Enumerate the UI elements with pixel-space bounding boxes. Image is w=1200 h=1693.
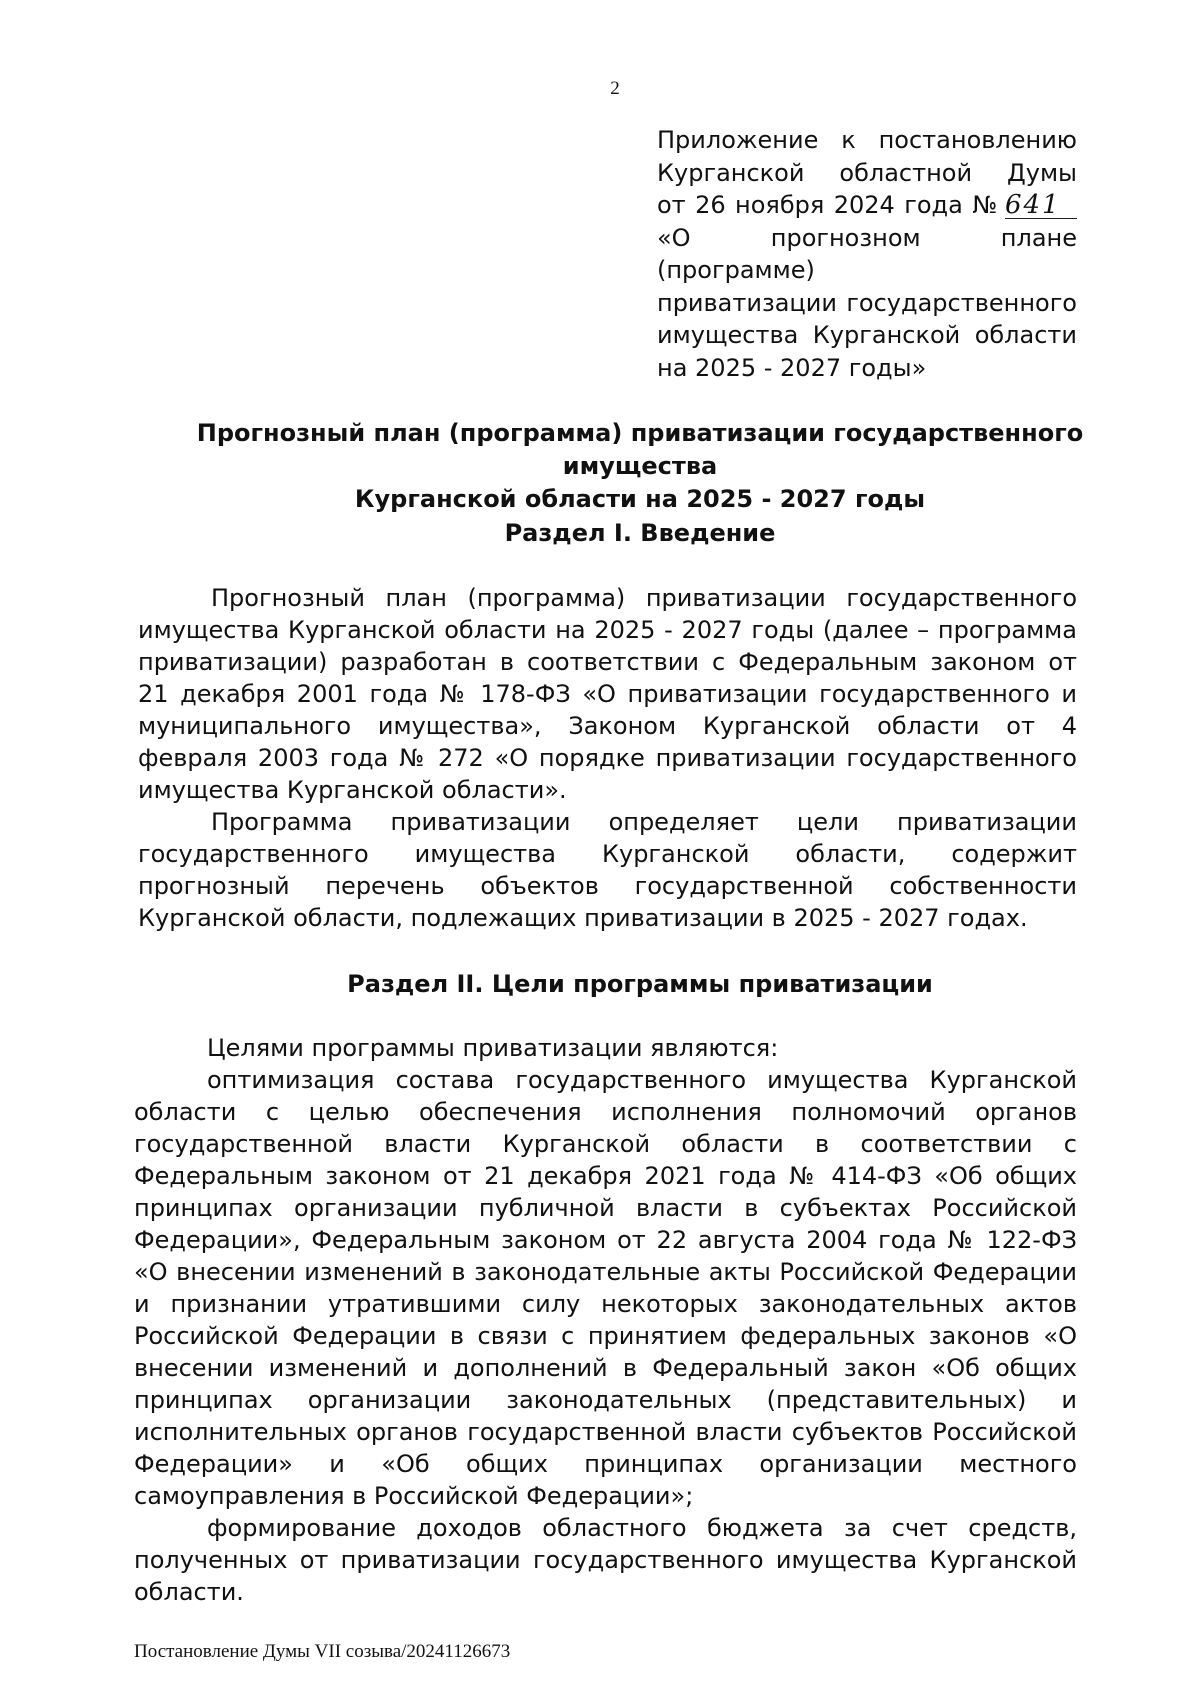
- section-2-heading: Раздел II. Цели программы приватизации: [347, 970, 933, 998]
- appendix-line: Курганской областной Думы: [657, 158, 1077, 187]
- paragraph: Целями программы приватизации являются:: [207, 1034, 779, 1062]
- document-title-line: Курганской области на 2025 - 2027 годы: [354, 485, 926, 513]
- document-title: [140, 417, 1140, 516]
- appendix-line: приватизации государственного: [657, 288, 1077, 317]
- appendix-line: имущества Курганской области: [657, 321, 1077, 349]
- appendix-line: на 2025 - 2027 годы»: [657, 353, 927, 382]
- page-number: 2: [610, 78, 620, 99]
- handwritten-resolution-number: 641: [1005, 192, 1077, 219]
- appendix-line: «О прогнозном плане (программе): [657, 223, 1077, 284]
- appendix-line-with-number: [657, 189, 1077, 222]
- paragraph: Программа приватизации определяет цели приватизации государственного имущества Курганской области, содержит прогнозный перечень объектов государственной собственности Курганской области, подлежащих приватизации в 2025 - 2027 годах.: [138, 808, 1077, 932]
- section-2-body: [134, 1032, 1077, 1608]
- appendix-block: [657, 124, 1077, 384]
- document-title-line: Прогнозный план (программа) приватизации государственного имущества: [196, 419, 1084, 480]
- paragraph: формирование доходов областного бюджета за счет средств, полученных от приватизации государственного имущества Курганской области.: [134, 1514, 1077, 1606]
- appendix-date-text: от 26 ноября 2024 года №: [657, 191, 999, 219]
- appendix-line: Приложение к постановлению: [657, 126, 1077, 154]
- paragraph: оптимизация состава государственного имущества Курганской области с целью обеспечения исполнения полномочий органов государственной власти Курганской области в соответствии с Федеральным законом от 21 декабря 2021 года № 414-ФЗ «Об общих принципах организации публичной власти в субъектах Российской Федерации», Федеральным законом от 22 августа 2004 года № 122-ФЗ «О внесении изменений в законодательные акты Российской Федерации и признании утратившими силу некоторых законодательных актов Российской Федерации в связи с принятием федеральных законов «О внесении изменений и дополнений в Федеральный закон «Об общих принципах организации законодательных (представительных) и исполнительных органов государственной власти субъектов Российской Федерации» и «Об общих принципах организации местного самоуправления в Российской Федерации»;: [134, 1066, 1077, 1510]
- document-footer: Постановление Думы VII созыва/20241126673: [134, 1641, 511, 1662]
- section-1-body: [138, 582, 1077, 934]
- section-1-heading: Раздел I. Введение: [504, 519, 776, 547]
- paragraph: Прогнозный план (программа) приватизации государственного имущества Курганской области на 2025 - 2027 годы (далее – программа приватизации) разработан в соответствии с Федеральным законом от 21 декабря 2001 года № 178-ФЗ «О приватизации государственного и муниципального имущества», Законом Курганской области от 4 февраля 2003 года № 272 «О порядке приватизации государственного имущества Курганской области».: [138, 584, 1077, 804]
